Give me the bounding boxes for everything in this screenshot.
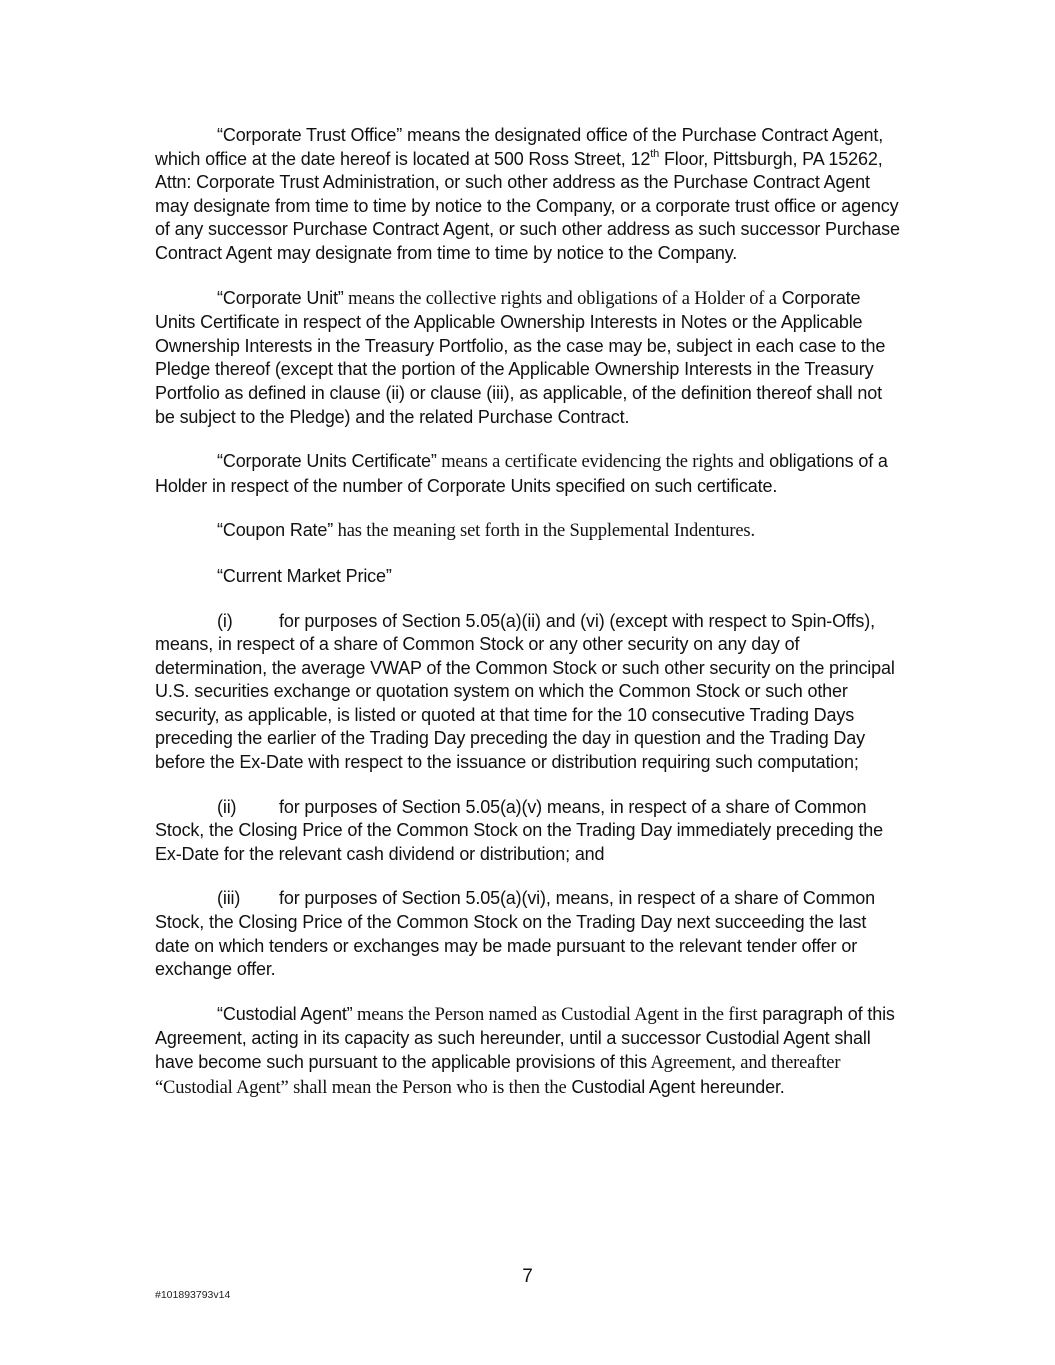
clause-label: (iii) [217, 888, 241, 909]
definition-text: means the designated office of the Purchase Contract Agent, which office at the date hereof is located at 500 Ross Street, 12 [155, 125, 884, 169]
definition-current-market-price [155, 565, 905, 589]
clause-label: (i) [217, 610, 233, 631]
definition-text: means the collective rights and obligations of a Holder of a [343, 288, 777, 309]
defined-term: “Current Market Price” [217, 565, 392, 586]
superscript: th [650, 147, 660, 160]
defined-term: “Corporate Unit” [217, 287, 344, 308]
defined-term: “Corporate Units Certificate” [217, 451, 437, 472]
clause-item [155, 610, 905, 775]
defined-term: “Corporate Trust Office” [217, 125, 403, 145]
defined-term: “Coupon Rate” [217, 520, 334, 541]
definition-custodial-agent [155, 1003, 905, 1100]
definition-text: Corporate Units Certificate in respect of the Applicable Ownership Interests in Notes or the Applicable Ownership Interests in the Treasury Portfolio, as the case may be, subject in each case to the Pledge thereof (except that the portion of the Applicable Ownership Interests in the Treasury Portfolio as defined in clause (ii) or clause (iii), as applicable, of the definition thereof shall not be subject to the Pledge) and the related Purchase Contract. [155, 287, 886, 427]
definition-text: Floor, Pittsburgh, PA 15262, Attn: Corporate Trust Administration, or such other address as the Purchase Contract Agent may designate from time to time by notice to the Company, or a corporate trust office or agency of any successor Purchase Contract Agent, or such other address as such successor Purchase Contract Agent may designate from time to time by notice to the Company. [155, 148, 900, 263]
definition-text: Custodial Agent hereunder. [566, 1076, 785, 1097]
document-id: #101893793v14 [155, 1289, 231, 1301]
definition-corporate-trust-office [155, 124, 905, 266]
clause-text: for purposes of Section 5.05(a)(vi), means, in respect of a share of Common Stock, the Closing Price of the Common Stock on the Trading Day next succeeding the last date on which tenders or exchanges may be made pursuant to the relevant tender offer or exchange offer. [155, 888, 876, 980]
defined-term: “Custodial Agent” [217, 1003, 353, 1024]
definition-text: paragraph of this Agreement, acting in its capacity as such hereunder, until a successor Custodial Agent shall have become such pursuant to the applicable provisions of this [155, 1003, 895, 1072]
clause-text: for purposes of Section 5.05(a)(ii) and (vi) (except with respect to Spin-Offs), means, in respect of a share of Common Stock or any other security on any day of determination, the average VWAP of the Common Stock or such other security on the principal U.S. securities exchange or quotation system on which the Common Stock or such other security, as applicable, is listed or quoted at that time for the 10 consecutive Trading Days preceding the earlier of the Trading Day preceding the day in question and the Trading Day before the Ex-Date with respect to the issuance or distribution requiring such computation; [155, 610, 895, 773]
document-body [155, 124, 905, 1121]
definition-corporate-units-certificate [155, 450, 905, 498]
page-number: 7 [522, 1266, 533, 1287]
clause-text: for purposes of Section 5.05(a)(v) means, in respect of a share of Common Stock, the Closing Price of the Common Stock on the Trading Day immediately preceding the Ex-Date for the relevant cash dividend or distribution; and [155, 796, 884, 864]
definition-coupon-rate [155, 519, 905, 544]
definition-text: Agreement, and thereafter “Custodial Agent” shall mean the Person who is then the [155, 1053, 841, 1098]
clause-label: (ii) [217, 796, 237, 817]
definition-corporate-unit [155, 287, 905, 430]
clause-item [155, 887, 905, 981]
definition-text: obligations of a Holder in respect of the number of Corporate Units specified on such certificate. [155, 451, 888, 496]
definition-text: means a certificate evidencing the rights and [436, 452, 765, 473]
definition-text: means the Person named as Custodial Agent in the first [352, 1004, 758, 1025]
clause-item [155, 796, 905, 867]
definition-text: has the meaning set forth in the Supplemental Indentures. [333, 521, 755, 542]
